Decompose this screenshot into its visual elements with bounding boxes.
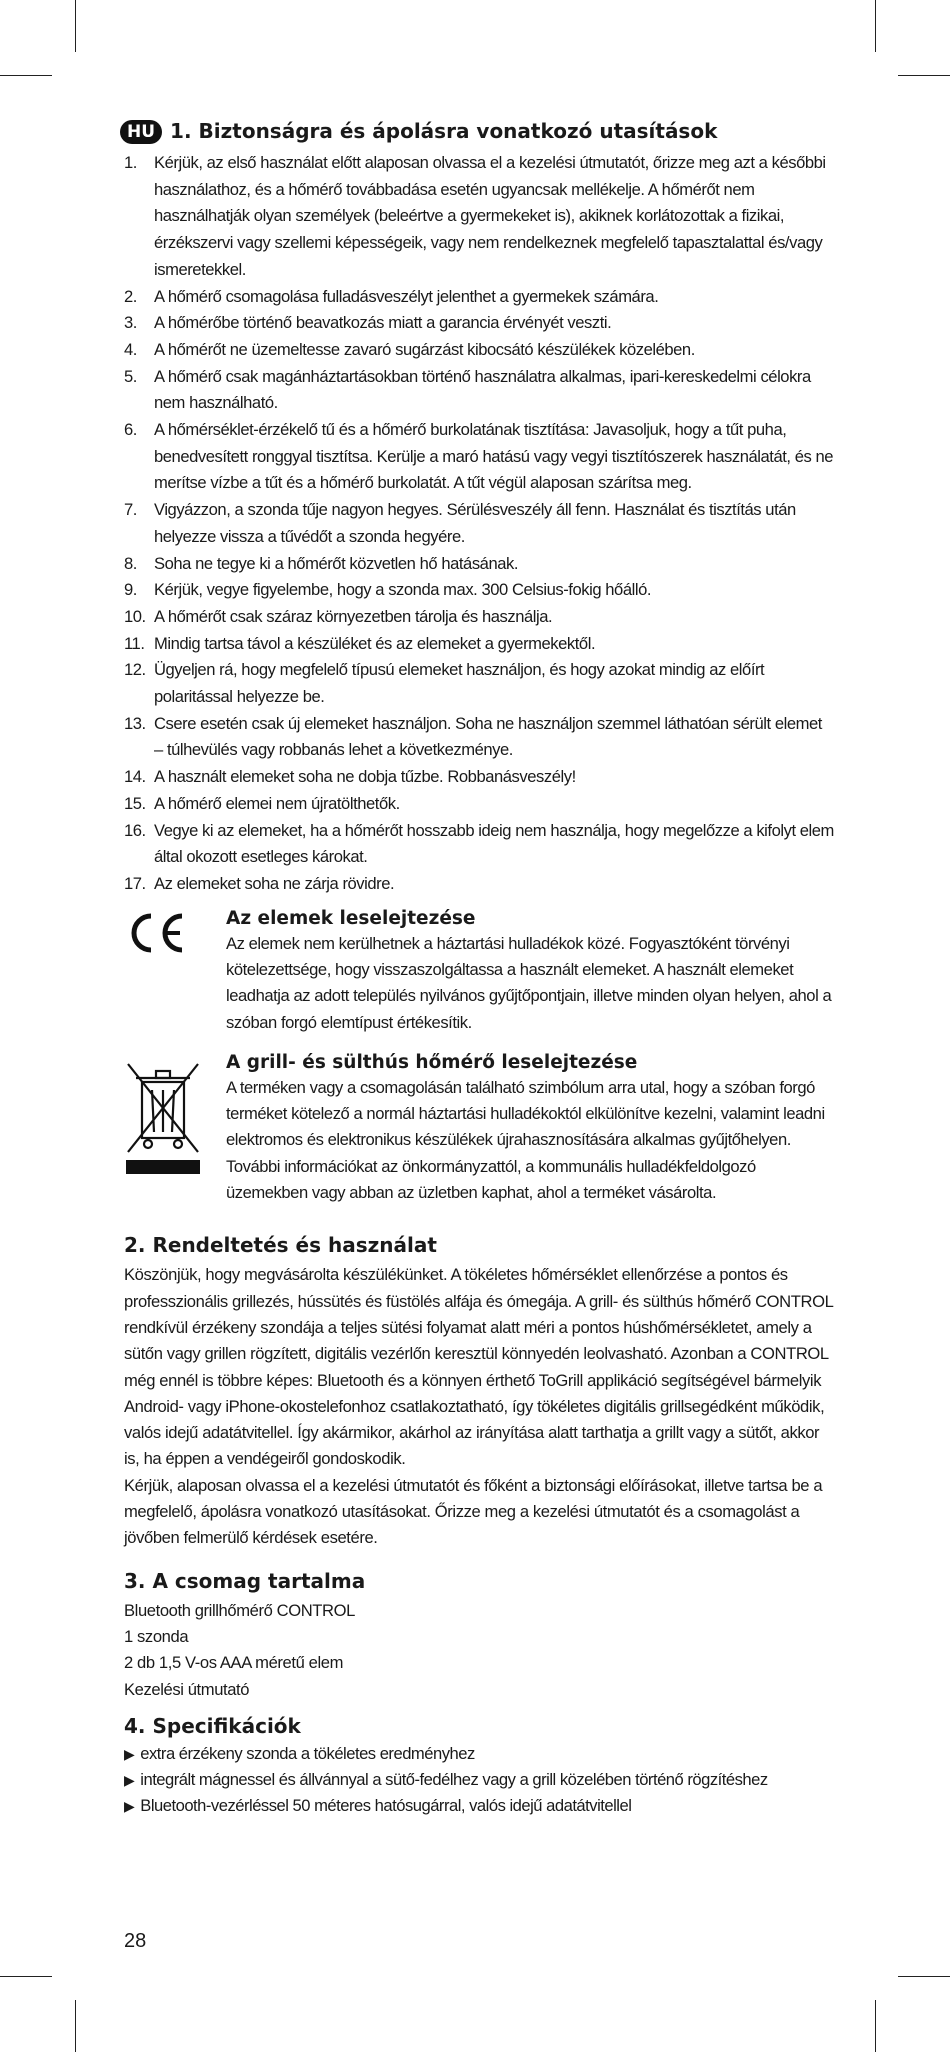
list-item-number: 5. [124,366,137,386]
section-2-heading: 2. Rendeltetés és használat [124,1233,437,1258]
list-item-text: Vigyázzon, a szonda tűje nagyon hegyes. Sérülésveszély áll fenn. Használat és tisztítás után helyezze vissza a tűvédőt a szonda hegyére. [154,500,796,546]
crop-mark [898,1976,950,1977]
package-contents-list [124,1598,834,1703]
list-item-text: A hőmérőt csak száraz környezetben tárolja és használja. [154,606,553,626]
list-item-text: A hőmérőt ne üzemeltesse zavaró sugárzást kibocsátó készülékek közelében. [154,339,695,359]
list-item: 1 szonda [124,1626,189,1646]
list-item-text: Kérjük, az első használat előtt alaposan olvassa el a kezelési útmutatót, őrizze meg azt a későbbi használathoz, és a hőmérő továbbadása esetén ugyancsak mellékelje. A hőmérőt nem használhatják olyan személyek (beleértve a gyermekeket is), akiknek korlátozottak a fizikai, érzékszervi vagy szellemi képességeik, vagy nem rendelkeznek megfelelő tapasztalattal és/vagy ismeretekkel. [154,153,826,279]
list-item [124,764,834,791]
list-item: 2 db 1,5 V-os AAA méretű elem [124,1653,344,1673]
list-item-number: 7. [124,500,137,520]
list-item-number: 10. [124,606,146,626]
list-item-text: Soha ne tegye ki a hőmérőt közvetlen hő hatásának. [154,553,519,573]
list-item-text: A hőmérő csak magánháztartásokban történő használatra alkalmas, ipari-kereskedelmi célokra nem használható. [154,366,811,413]
list-item: Kezelési útmutató [124,1679,250,1699]
list-item-number: 9. [124,580,137,600]
list-item: ▶ Bluetooth-vezérléssel 50 méteres hatósugárral, valós idejű adatátvitellel [124,1796,632,1816]
crop-mark [875,2000,876,2052]
list-item-number: 15. [124,793,146,813]
list-item-text: A használt elemeket soha ne dobja tűzbe. Robbanásveszély! [154,767,576,787]
list-item-number: 11. [124,633,145,653]
ce-mark-icon [124,910,188,961]
list-item [124,364,834,417]
list-item [124,337,834,364]
list-item: ▶ extra érzékeny szonda a tökéletes eredményhez [124,1743,475,1763]
crop-mark [75,2000,76,2052]
list-item-number: 3. [124,313,137,333]
section-3-heading: 3. A csomag tartalma [124,1568,366,1593]
crop-mark [75,0,76,52]
bullet-arrow-icon: ▶ [124,1772,135,1789]
section-2-paragraph-1: Köszönjük, hogy megvásárolta készülékünket. A tökéletes hőmérséklet ellenőrzése a pontos és professzionális grillezés, hússütés és füstölés alfája és ómegája. A grill- és sülthús hőmérő CONTROL rendkívül érzékeny szondája a teljes sütési folyamat alatt méri a pontos húshőmérsékletet, amely a sütőn vagy grillen rögzített, digitális vezérlőn keresztül könnyedén leolvasható. Azonban a CONTROL még ennél is többre képes: Bluetooth és a könnyen érthető ToGrill applikáció segítségével bármelyik Android- vagy iPhone-okostelefonhoz csatlakoztatható, így tökéletes digitális grillsegédként működik, valós idejű adatátvitellel. Így akármikor, akárhol az irányítása alatt tarthatja a grillt vagy a sütőt, akkor is, ha éppen a vendégeiről gondoskodik. [124,1265,833,1469]
list-item-text: A hőmérő elemei nem újratölthetők. [154,793,400,813]
section-4-heading: 4. Specifikációk [124,1713,301,1738]
safety-instructions-list [124,150,834,898]
page-content [124,118,834,1820]
list-item [124,657,834,710]
list-item [124,791,834,818]
list-item-number: 8. [124,553,137,573]
list-item-number: 6. [124,420,137,440]
list-item [124,551,834,578]
list-item-text: Az elemeket soha ne zárja rövidre. [154,873,395,893]
list-item [124,631,834,658]
list-item-text: A hőmérőbe történő beavatkozás miatt a garancia érvényét veszti. [154,313,612,333]
specifications-list [124,1741,834,1820]
crop-mark [898,75,950,76]
list-item-text: Kérjük, vegye figyelembe, hogy a szonda max. 300 Celsius-fokig hőálló. [154,580,652,600]
list-item [124,604,834,631]
crossed-out-bin-icon [124,1056,204,1181]
battery-disposal-text: Az elemek nem kerülhetnek a háztartási hulladékok közé. Fogyasztóként törvényi kötelezettsége, hogy visszaszolgáltassa a használt elemeket. A használt elemeket leadhatja az adott település nyilvános gyűjtőpontjain, illetve minden olyan helyen, ahol a szóban forgó elemtípust értékesítik. [226,933,832,1032]
crop-mark [0,1976,52,1977]
list-item-text: A hőmérő csomagolása fulladásveszélyt jelenthet a gyermekek számára. [154,286,659,306]
list-item [124,871,834,898]
list-item [124,310,834,337]
bullet-arrow-icon: ▶ [124,1798,135,1815]
list-item [124,150,834,284]
list-item [124,284,834,311]
list-item [124,497,834,550]
page-number: 28 [124,1930,147,1952]
list-item-text: Ügyeljen rá, hogy megfelelő típusú elemeket használjon, és hogy azokat mindig az előírt polaritással helyezze be. [154,660,765,707]
list-item-text: Csere esetén csak új elemeket használjon. Soha ne használjon szemmel láthatóan sérült elemet – túlhevülés vagy robbanás lehet a következménye. [154,713,822,760]
list-item: ▶ integrált mágnessel és állvánnyal a sütő-fedélhez vagy a grill közelében történő rögzítéshez [124,1770,768,1790]
list-item [124,417,834,497]
list-item-number: 2. [124,286,137,306]
list-item: Bluetooth grillhőmérő CONTROL [124,1600,355,1620]
list-item-number: 4. [124,339,137,359]
device-disposal-text: A terméken vagy a csomagolásán található szimbólum arra utal, hogy a szóban forgó terméket kötelező a normál háztartási hulladékoktól elkülönítve kezelni, valamint leadni elektromos és elektronikus készülékek újrahasznosítására alkalmas gyűjtőhelyen. További információkat az önkormányzattól, a kommunális hulladékfeldolgozó üzemekben vagy abban az üzletben kaphat, ahol a terméket vásárolta. [226,1077,825,1203]
list-item-number: 1. [124,153,137,172]
list-item-number: 13. [124,713,146,733]
list-item-number: 12. [124,660,146,680]
list-item [124,711,834,764]
section-2-paragraph-2: Kérjük, alaposan olvassa el a kezelési útmutatót és főként a biztonsági előírásokat, illetve tartsa be a megfelelő, ápolásra vonatkozó utasításokat. Őrizze meg a kezelési útmutatót és a csomagolást a jövőben felmerülő kérdések esetére. [124,1475,823,1548]
list-item-text: A hőmérséklet-érzékelő tű és a hőmérő burkolatának tisztítása: Javasoljuk, hogy a tűt puha, benedvesített ronggyal tisztítsa. Kerülje a maró hatású vagy vegyi tisztítószerek használatát, és ne merítse vízbe a tűt és a hőmérő burkolatát. A tűt végül alaposan szárítsa meg. [154,420,834,493]
list-item [124,577,834,604]
bullet-arrow-icon: ▶ [124,1745,135,1762]
list-item-number: 17. [124,873,146,893]
list-item [124,818,834,871]
crop-mark [875,0,876,52]
list-item-text: Mindig tartsa távol a készüléket és az elemeket a gyermekektől. [154,633,596,653]
crop-mark [0,75,52,76]
list-item-number: 16. [124,820,146,840]
list-item-number: 14. [124,767,146,787]
device-disposal-block [124,1050,834,1206]
device-disposal-title: A grill- és sülthús hőmérő leselejtezése [226,1051,638,1073]
battery-disposal-block [124,906,834,1036]
battery-disposal-title: Az elemek leselejtezése [226,907,476,929]
section-1-title: 1. Biztonságra és ápolásra vonatkozó utasítások [170,119,718,143]
list-item-text: Vegye ki az elemeket, ha a hőmérőt hosszabb ideig nem használja, hogy megelőzze a kifolyt elem által okozott esetleges károkat. [154,820,834,867]
language-badge: HU [120,120,162,144]
section-1-heading [120,118,834,144]
